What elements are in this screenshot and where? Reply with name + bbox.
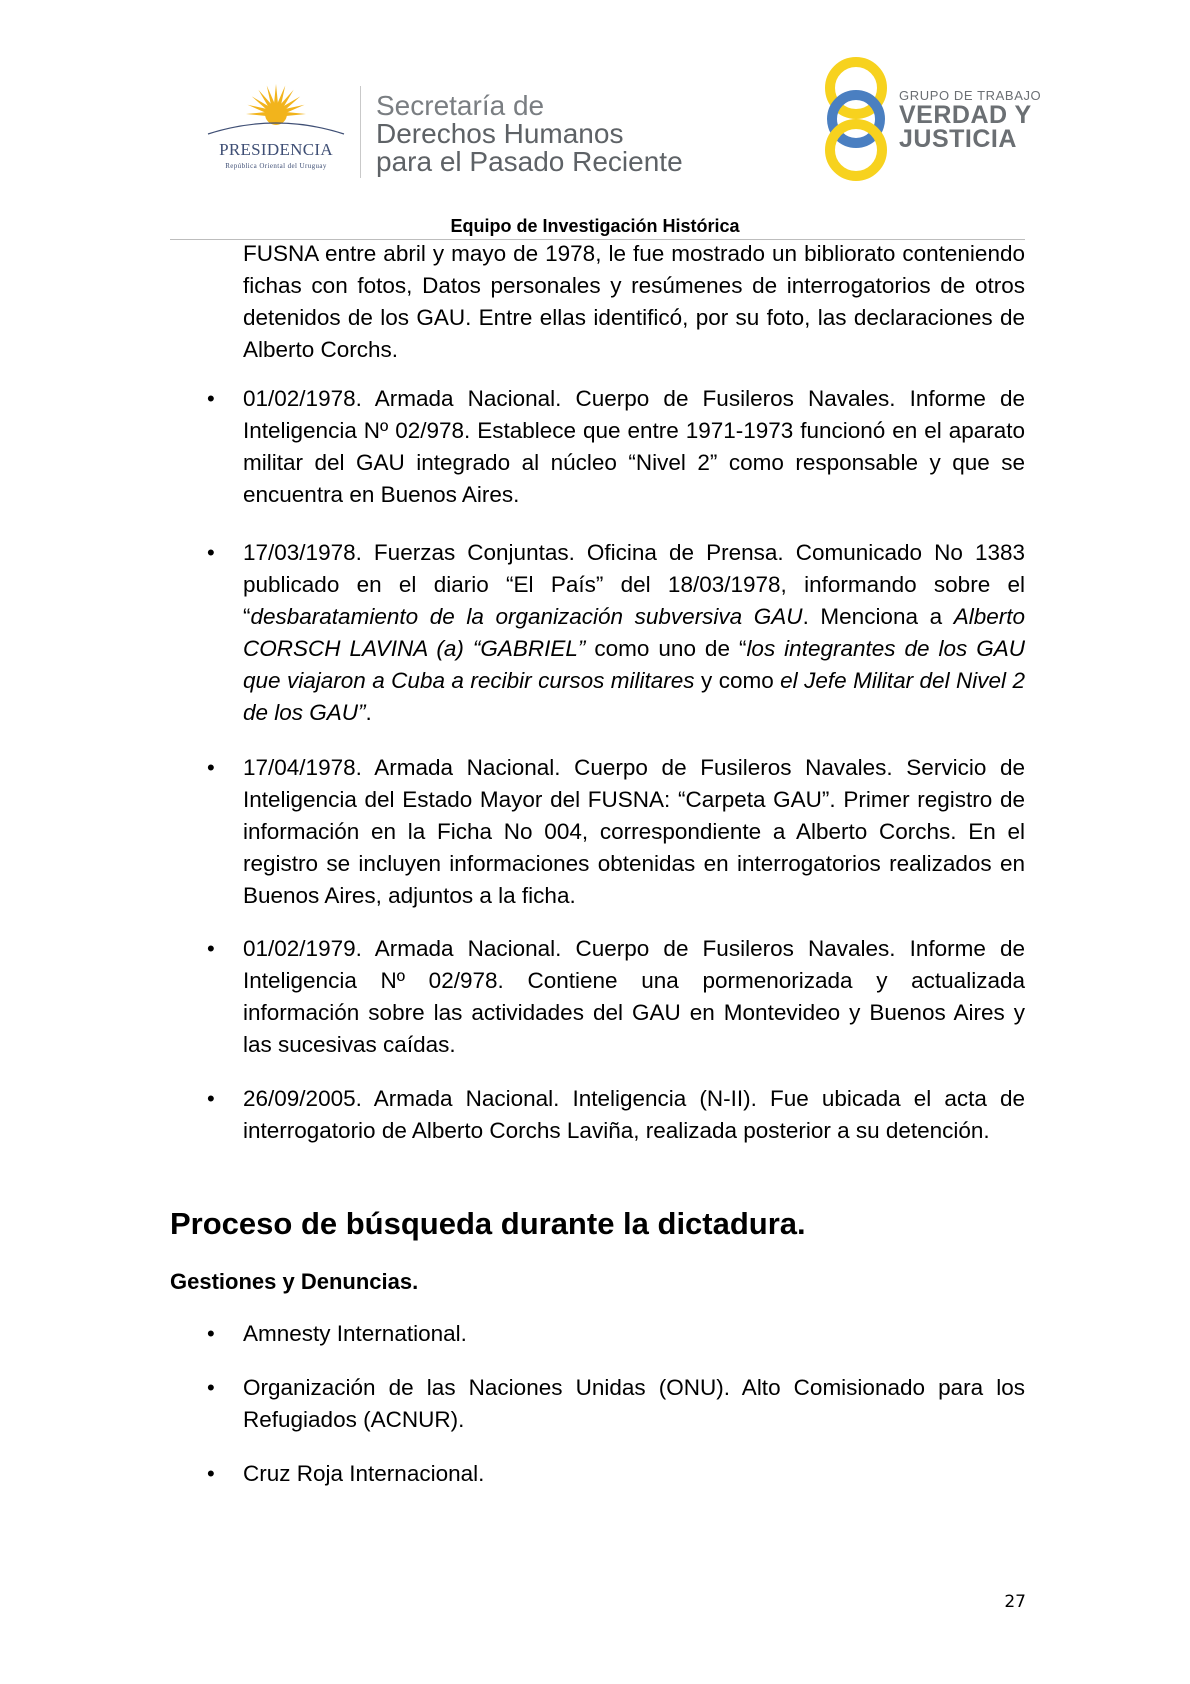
presidencia-subtitle: República Oriental del Uruguay	[225, 162, 327, 170]
bullet: •	[207, 540, 215, 565]
secretaria-line-3: para el Pasado Reciente	[376, 146, 683, 177]
list-item-text: 26/09/2005. Armada Nacional. Inteligencia (N-II). Fue ubicada el acta de interrogatorio de Alberto Corchs Laviña, realizada posterior a su detención.	[243, 1086, 1025, 1143]
gvj-wordmark	[899, 88, 1041, 151]
gvj-small-text: GRUPO DE TRABAJO	[899, 88, 1042, 103]
linked-rings-icon	[820, 56, 892, 182]
page-header	[0, 0, 1190, 250]
text-run: 17/03/1978. Fuerzas Conjuntas. Oficina de Prensa. Comunicado No 1383 publicado en el diario “El País” del 18/03/1978, informando sobre el “	[243, 540, 1025, 629]
presidencia-logo	[196, 80, 356, 176]
gvj-line-1: VERDAD Y	[899, 101, 1032, 129]
text-run: . Menciona a	[802, 604, 954, 629]
presidencia-wordmark: PRESIDENCIA	[219, 140, 333, 159]
gvj-line-2: JUSTICIA	[899, 125, 1017, 153]
bullet: •	[207, 1461, 215, 1486]
secretaria-line-1: Secretaría de	[376, 90, 545, 121]
italic-quote: desbaratamiento de la organización subversiva GAU	[250, 604, 803, 629]
italic-quote: el Jefe Militar del Nivel 2 de los GAU”	[243, 668, 1025, 725]
team-heading: Equipo de Investigación Histórica	[450, 216, 740, 236]
page-number: 27	[1004, 1592, 1026, 1612]
text-run: como uno de “	[585, 636, 747, 661]
bullet: •	[207, 386, 215, 411]
text-run: .	[365, 700, 372, 725]
section-title: Proceso de búsqueda durante la dictadura.	[170, 1206, 806, 1241]
bullet: •	[207, 1321, 215, 1346]
sun-emblem-icon	[196, 80, 356, 140]
italic-quote: Alberto CORSCH LAVINA (a) “GABRIEL”	[243, 604, 1025, 661]
italic-quote: los integrantes de los GAU que viajaron a Cuba a recibir cursos militares	[243, 636, 1025, 693]
subsection-title: Gestiones y Denuncias.	[170, 1269, 419, 1294]
list-item-text: 01/02/1978. Armada Nacional. Cuerpo de Fusileros Navales. Informe de Inteligencia Nº 02/978. Establece que entre 1971-1973 funcionó en el aparato militar del GAU integrado al núcleo “Nivel 2” como responsable y que se encuentra en Buenos Aires.	[243, 386, 1025, 507]
list-item-text: Organización de las Naciones Unidas (ONU). Alto Comisionado para los Refugiados (ACNUR).	[243, 1375, 1025, 1432]
bullet: •	[207, 1375, 215, 1400]
bullet: •	[207, 755, 215, 780]
bullet: •	[207, 936, 215, 961]
bullet: •	[207, 1086, 215, 1111]
logo-divider	[360, 86, 361, 178]
secretaria-line-2: Derechos Humanos	[376, 118, 624, 149]
list-item-text: Cruz Roja Internacional.	[243, 1461, 485, 1486]
secretaria-title	[376, 92, 683, 176]
list-item-text: 17/04/1978. Armada Nacional. Cuerpo de Fusileros Navales. Servicio de Inteligencia del Estado Mayor del FUSNA: “Carpeta GAU”. Primer registro de información en la Ficha No 004, correspondiente a Alberto Corchs. En el registro se incluyen informaciones obtenidas en interrogatorios realizados en Buenos Aires, adjuntos a la ficha.	[243, 755, 1025, 908]
intro-paragraph: FUSNA entre abril y mayo de 1978, le fue mostrado un biblioratо conteniendo fichas con fotos, Datos personales y resúmenes de interrogatorios de otros detenidos de los GAU. Entre ellas identificó, por su foto, las declaraciones de Alberto Corchs.	[243, 241, 1025, 362]
text-run: y como	[694, 668, 781, 693]
list-item-text	[243, 537, 1025, 729]
list-item-text: 01/02/1979. Armada Nacional. Cuerpo de Fusileros Navales. Informe de Inteligencia Nº 02/978. Contiene una pormenorizada y actualizada información sobre las actividades del GAU en Montevideo y Buenos Aires y las sucesivas caídas.	[243, 936, 1025, 1057]
list-item-text: Amnesty International.	[243, 1321, 467, 1346]
